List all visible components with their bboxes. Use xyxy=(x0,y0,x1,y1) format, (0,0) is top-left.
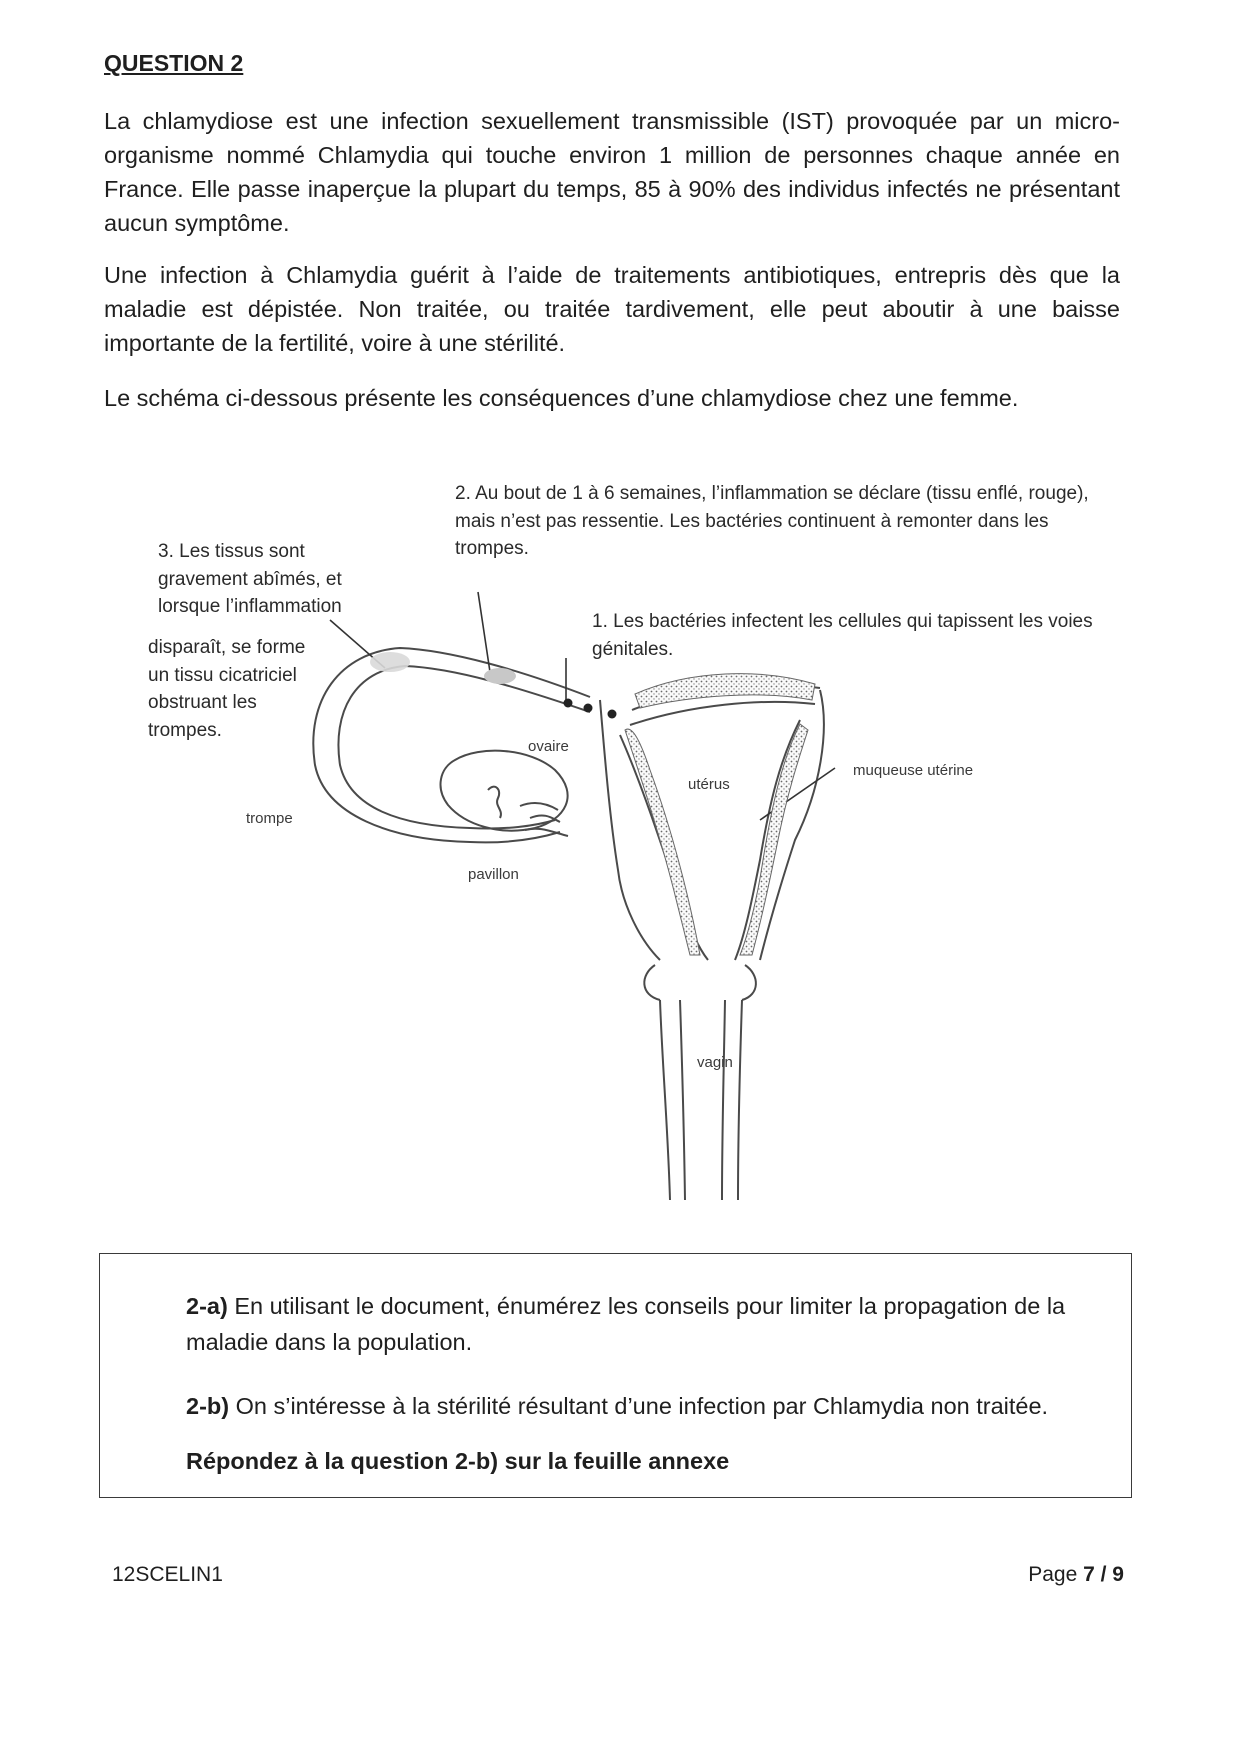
question-title: QUESTION 2 xyxy=(104,50,244,76)
question-2b-tag: 2-b) xyxy=(186,1393,230,1419)
schema-intro-paragraph: Le schéma ci-dessous présente les conséquences d’une chlamydiose chez une femme. xyxy=(104,385,1019,411)
page-count: 7 / 9 xyxy=(1083,1563,1124,1586)
label-vagin: vagin xyxy=(697,1054,733,1071)
question-2a xyxy=(186,1288,1126,1360)
bacteria-dot xyxy=(584,704,593,713)
endometrium-right xyxy=(740,724,808,955)
label-ovaire: ovaire xyxy=(528,738,569,755)
bacteria-dot xyxy=(608,710,617,719)
question-2b xyxy=(186,1388,1126,1424)
question-2a-text: En utilisant le document, énumérez les conseils pour limiter la propagation de la maladie dans la population. xyxy=(186,1293,1066,1355)
treatment-paragraph: Une infection à Chlamydia guérit à l’aide de traitements antibiotiques, entrepris dès que la maladie est dépistée. Non traitée, ou traitée tardivement, elle peut aboutir à une baisse importante de la fertilité, voire à une stérilité. xyxy=(104,262,1120,356)
page-number xyxy=(1028,1563,1124,1587)
vagina-outline xyxy=(660,1000,742,1200)
bacteria-dot xyxy=(564,699,573,708)
answer-instruction: Répondez à la question 2-b) sur la feuille annexe xyxy=(186,1448,730,1474)
annotation-1: 1. Les bactéries infectent les cellules qui tapissent les voies génitales. xyxy=(592,611,1093,660)
label-pavillon: pavillon xyxy=(468,866,519,883)
scar-tissue-area xyxy=(370,652,410,672)
ovary-outline xyxy=(441,751,568,831)
exam-code: 12SCELIN1 xyxy=(112,1563,223,1586)
label-trompe: trompe xyxy=(246,810,293,827)
annotation-2: 2. Au bout de 1 à 6 semaines, l’inflammation se déclare (tissu enflé, rouge), mais n’est pas ressentie. Les bactéries continuent à remonter dans les trompes. xyxy=(455,483,1089,559)
annotation-3-bottom: disparaît, se forme un tissu cicatriciel obstruant les trompes. xyxy=(148,637,306,741)
uterus-outline xyxy=(600,690,824,960)
label-muqueuse: muqueuse utérine xyxy=(853,762,974,779)
annotation-3-top: 3. Les tissus sont gravement abîmés, et lorsque l’inflammation xyxy=(158,541,342,617)
label-uterus: utérus xyxy=(688,776,730,793)
page-prefix: Page xyxy=(1028,1563,1084,1586)
question-2a-tag: 2-a) xyxy=(186,1293,228,1319)
inflammation-area xyxy=(484,668,516,684)
intro-paragraph: La chlamydiose est une infection sexuellement transmissible (IST) provoquée par un micro-organisme nommé Chlamydia qui touche environ 1 million de personnes chaque année en France. Elle passe inaperçue la plupart du temps, 85 à 90% des individus infectés ne présentant aucun symptôme. xyxy=(104,108,1120,236)
question-2b-text: On s’intéresse à la stérilité résultant d’une infection par Chlamydia non traitée. xyxy=(229,1393,1049,1419)
endometrium-left xyxy=(625,729,700,955)
